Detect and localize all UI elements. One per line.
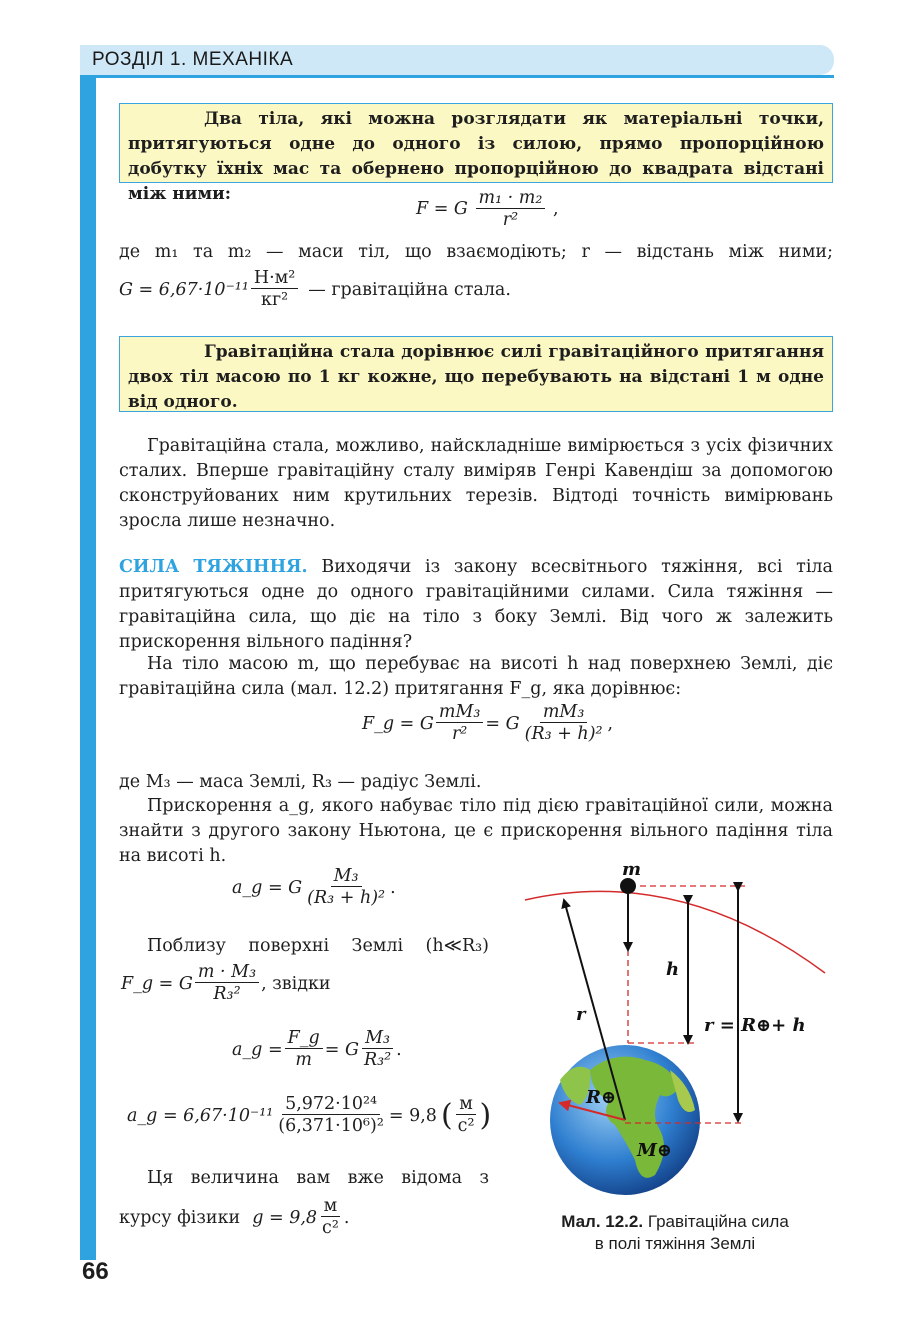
cavendish-text: Гравітаційна стала, можливо, найскладніше вимірюється з усіх фізичних сталих. Вперше гравітаційну сталу виміряв Генрі Кавендіш за допомогою сконструйованих ним крутильних терезів. Відтоді точність вимірювань зросла лише незначно. <box>119 436 833 531</box>
formula5-fraction2 <box>361 1028 394 1071</box>
final-unit <box>319 1196 342 1239</box>
gravity-figure <box>520 855 830 1200</box>
acceleration-text: Прискорення a_g, якого набуває тіло під дією гравітаційної сили, можна знайти з другого закону Ньютона, це є прискорення вільного падіння тіла на висоті h. <box>119 796 833 866</box>
formula6-lhs: a_g = 6,67·10⁻¹¹ <box>127 1105 274 1126</box>
label-m: m <box>622 859 642 880</box>
formula6-unit-den: с² <box>457 1116 475 1136</box>
formula4-den: R₃² <box>213 984 241 1004</box>
g-units-denominator: кг² <box>261 290 289 310</box>
final-line-1: Ця величина вам вже відома з <box>147 1168 489 1188</box>
formula3-den: (R₃ + h)² <box>307 888 386 908</box>
formula6-den: (6,371·10⁶)² <box>278 1116 384 1136</box>
where-masses-line: де m₁ та m₂ — маси тіл, що взаємодіють; r — відстань між ними; <box>119 242 833 262</box>
formula2-mid: = G <box>485 713 520 734</box>
page-number: 66 <box>82 1258 109 1285</box>
formula2-num1: mM₃ <box>436 702 484 723</box>
final-tail: . <box>343 1207 350 1228</box>
near-surface-line: Поблизу поверхні Землі (h≪R₃) <box>147 936 489 956</box>
left-paren: ( <box>440 1098 453 1133</box>
gravitational-constant-line <box>119 268 511 311</box>
formula6-unit <box>455 1094 478 1137</box>
formula4-tail: , звідки <box>261 973 331 994</box>
header-underline <box>80 75 834 78</box>
numeric-acceleration-formula <box>127 1094 491 1137</box>
formula5-num1: F_g <box>285 1028 323 1049</box>
constant-text: Гравітаційна стала дорівнює силі гравітаційного притягання двох тіл масою по 1 кг кожне, що перебувають на відстані 1 м одне від одного. <box>128 342 824 412</box>
final-value: g = 9,8 <box>252 1207 318 1228</box>
acceleration-formula <box>232 866 396 909</box>
formula5-den2: R₃² <box>363 1050 392 1070</box>
formula4-lhs: F_g = G <box>121 973 193 994</box>
formula2-den1: r² <box>451 724 468 744</box>
gravity-section-paragraph <box>119 555 833 655</box>
formula5-mid: = G <box>324 1039 359 1060</box>
caption-line-1 <box>520 1211 830 1233</box>
g-units-fraction <box>251 268 298 311</box>
caption-line-2: в полі тяжіння Землі <box>594 1234 756 1253</box>
label-r: r <box>576 1004 586 1025</box>
g-units-numerator: Н·м² <box>251 268 298 289</box>
g-description: — гравітаційна стала. <box>308 279 511 300</box>
formula5-den1: m <box>295 1050 312 1070</box>
formula6-fraction <box>275 1094 387 1137</box>
label-h: h <box>666 959 680 980</box>
formula-lhs: F = G <box>416 199 468 219</box>
formula5-tail: . <box>396 1039 402 1060</box>
formula5-lhs: a_g = <box>232 1039 283 1060</box>
label-earth-mass: M⊕ <box>637 1140 673 1161</box>
label-radius: R⊕ <box>586 1087 617 1108</box>
final-unit-den: с² <box>322 1218 339 1238</box>
surface-acceleration-formula <box>232 1028 402 1071</box>
caption-title: Гравітаційна сила <box>647 1212 789 1231</box>
formula6-mid: = 9,8 <box>388 1105 437 1126</box>
force-text: На тіло масою m, що перебуває на висоті h над поверхнею Землі, діє гравітаційна сила (мал. 12.2) притягання F_g, яка дорівнює: <box>119 654 833 699</box>
figure-caption <box>520 1211 830 1255</box>
cavendish-paragraph <box>119 434 833 534</box>
force-paragraph <box>119 652 833 702</box>
formula6-unit-num: м <box>456 1094 476 1115</box>
formula2-den2: (R₃ + h)² <box>524 724 603 744</box>
formula4-fraction <box>195 962 259 1005</box>
formula2-num2: mM₃ <box>540 702 588 723</box>
gravity-law-formula <box>416 188 559 231</box>
formula4-num: m · M₃ <box>195 962 259 983</box>
where-earth-line: де M₃ — маса Землі, R₃ — радіус Землі. <box>119 772 482 792</box>
label-r-equals: r = R⊕+ h <box>704 1015 806 1036</box>
formula2-fraction1 <box>436 702 484 745</box>
formula3-fraction <box>304 866 388 909</box>
fraction-numerator: m₁ · m₂ <box>476 188 546 209</box>
mass-point <box>620 878 636 894</box>
g-value: G = 6,67·10⁻¹¹ <box>119 279 249 300</box>
fraction-denominator: r² <box>502 210 519 230</box>
section-title: СИЛА ТЯЖІННЯ. <box>119 557 308 577</box>
right-paren: ) <box>479 1098 492 1133</box>
gravity-force-formula <box>362 702 613 745</box>
formula5-fraction1 <box>285 1028 323 1071</box>
formula-tail: , <box>553 199 559 219</box>
formula2-fraction2 <box>522 702 606 745</box>
formula-fraction <box>476 188 546 231</box>
chapter-title: РОЗДІЛ 1. МЕХАНІКА <box>92 49 294 70</box>
final-unit-num: м <box>321 1196 341 1217</box>
formula5-num2: M₃ <box>362 1028 393 1049</box>
surface-force-formula <box>121 962 331 1005</box>
constant-definition-box <box>119 336 833 412</box>
sidebar-stripe <box>80 78 96 1260</box>
formula3-lhs: a_g = G <box>232 877 303 898</box>
formula2-tail: , <box>607 713 614 734</box>
formula2-lhs: F_g = G <box>362 713 434 734</box>
formula3-tail: . <box>390 877 396 898</box>
caption-number: Мал. 12.2. <box>561 1212 644 1231</box>
final-line-2 <box>119 1196 349 1239</box>
formula6-num: 5,972·10²⁴ <box>282 1094 380 1115</box>
final-text: курсу фізики <box>119 1207 241 1228</box>
formula3-num: M₃ <box>331 866 362 887</box>
law-text: Два тіла, які можна розглядати як матеріальні точки, притягуються одне до одного із силою, прямо пропорційною добутку їхніх мас та обернено пропорційною до квадрата відстані між ними: <box>128 109 824 204</box>
section-text: Виходячи із закону всесвітнього тяжіння, всі тіла притягуються одне до одного гравітаційними силами. Сила тяжіння — гравітаційна сила, що діє на тіло з боку Землі. Від чого ж залежить прискорення вільного падіння? <box>119 557 833 652</box>
